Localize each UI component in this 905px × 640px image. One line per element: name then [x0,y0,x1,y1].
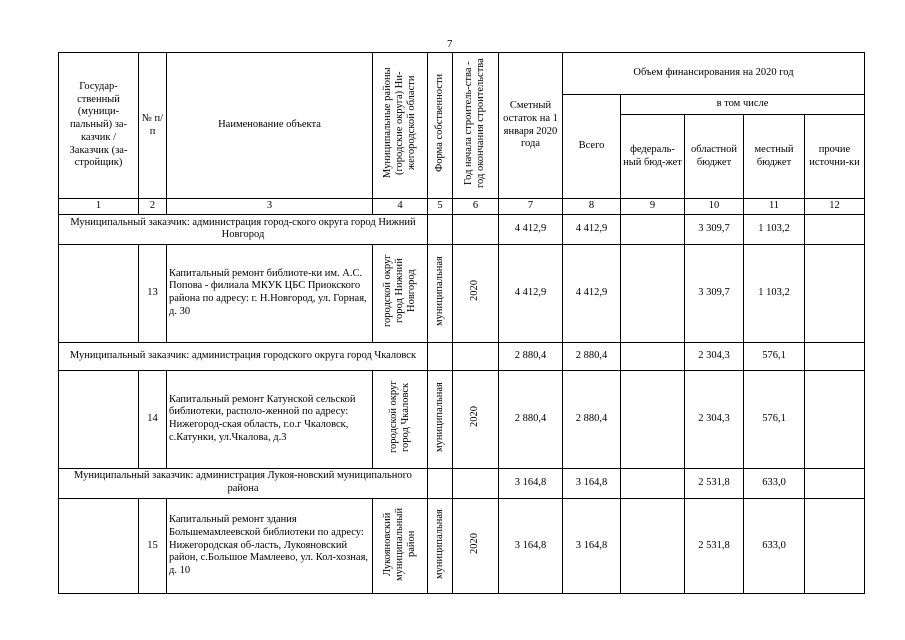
object-years-text: 2020 [469,280,481,302]
object-district-text: городской округ город Нижний Новгород [381,254,418,328]
empty-cell [428,342,453,370]
column-number: 8 [563,199,621,215]
header-district [373,53,428,199]
column-number: 2 [139,199,167,215]
header-regional: областной бюджет [685,115,744,199]
empty-cell [428,468,453,498]
object-no: 14 [139,370,167,468]
empty-cell [453,214,499,244]
object-ownership [428,370,453,468]
header-no: № п/п [139,53,167,199]
group-federal [621,342,685,370]
column-number: 1 [59,199,139,215]
group-total: 4 412,9 [563,214,621,244]
column-number: 3 [167,199,373,215]
object-row [59,370,865,468]
object-years [453,498,499,594]
object-total: 2 880,4 [563,370,621,468]
column-number: 5 [428,199,453,215]
header-including: в том числе [621,95,865,115]
group-estimated: 2 880,4 [499,342,563,370]
object-years-text: 2020 [469,533,481,555]
empty-cell [453,342,499,370]
object-years-text: 2020 [469,406,481,428]
object-local: 1 103,2 [744,244,805,342]
object-years [453,370,499,468]
object-ownership-text: муниципальная [433,381,445,452]
group-federal [621,214,685,244]
header-ownership [428,53,453,199]
object-federal [621,498,685,594]
object-total: 4 412,9 [563,244,621,342]
group-total-row [59,468,865,498]
group-local: 576,1 [744,342,805,370]
header-district-text: Муниципальные районы (городские округа) Ни-жегородской области [381,67,418,179]
object-row [59,244,865,342]
group-customer-title: Муниципальный заказчик: администрация городского округа город Чкаловск [59,342,428,370]
object-other [805,498,865,594]
object-regional: 2 531,8 [685,498,744,594]
object-estimated: 4 412,9 [499,244,563,342]
column-number: 4 [373,199,428,215]
object-name: Капитальный ремонт Катунской сельской библиотеки, располо-женной по адресу: Нижегород-ская область, г.о.г Чкаловск, с.Катунки, ул.Чкалова, д.3 [167,370,373,468]
object-no: 15 [139,498,167,594]
header-row-1 [59,53,865,95]
group-regional: 3 309,7 [685,214,744,244]
group-other [805,214,865,244]
column-number: 12 [805,199,865,215]
object-estimated: 2 880,4 [499,370,563,468]
header-local: местный бюджет [744,115,805,199]
object-regional: 2 304,3 [685,370,744,468]
object-ownership-text: муниципальная [433,508,445,579]
header-ownership-text: Форма собственности [433,74,445,173]
header-federal: федераль-ный бюд-жет [621,115,685,199]
empty-cell [59,498,139,594]
object-ownership-text: муниципальная [433,255,445,326]
group-estimated: 3 164,8 [499,468,563,498]
object-regional: 3 309,7 [685,244,744,342]
object-name: Капитальный ремонт библиоте-ки им. А.С. Попова - филиала МКУК ЦБС Приокского района по адресу: г. Н.Новгород, ул. Горная, д. 30 [167,244,373,342]
empty-cell [453,468,499,498]
object-ownership [428,244,453,342]
object-local: 576,1 [744,370,805,468]
header-years-text: Год начала строитель-ства - год окончания строительства [463,58,487,188]
column-numbers-row [59,199,865,215]
group-total: 3 164,8 [563,468,621,498]
group-total-row [59,342,865,370]
financing-table [58,52,865,594]
header-customer: Государ-ственный (муници-пальный) за-казчик / Заказчик (за-стройщик) [59,53,139,199]
group-regional: 2 531,8 [685,468,744,498]
group-total-row [59,214,865,244]
header-years [453,53,499,199]
header-estimated-balance: Сметный остаток на 1 января 2020 года [499,53,563,199]
empty-cell [59,244,139,342]
object-district-text: городской округ город Чкаловск [387,380,411,453]
object-other [805,370,865,468]
object-federal [621,244,685,342]
object-estimated: 3 164,8 [499,498,563,594]
column-number: 9 [621,199,685,215]
column-number: 7 [499,199,563,215]
group-total: 2 880,4 [563,342,621,370]
object-federal [621,370,685,468]
group-regional: 2 304,3 [685,342,744,370]
empty-cell [428,214,453,244]
object-total: 3 164,8 [563,498,621,594]
header-object-name: Наименование объекта [167,53,373,199]
group-estimated: 4 412,9 [499,214,563,244]
object-local: 633,0 [744,498,805,594]
column-number: 6 [453,199,499,215]
object-name: Капитальный ремонт здания Большемамлеевской библиотеки по адресу: Нижегородская об-ласть, Лукояновский район, с.Большое Мамлеево, ул. Кол-хозная, д. 10 [167,498,373,594]
object-district-text: Лукояновский муниципальный район [381,507,418,581]
group-local: 633,0 [744,468,805,498]
group-other [805,468,865,498]
object-no: 13 [139,244,167,342]
header-other: прочие источни-ки [805,115,865,199]
group-federal [621,468,685,498]
object-other [805,244,865,342]
header-total: Всего [563,95,621,199]
column-number: 10 [685,199,744,215]
group-customer-title: Муниципальный заказчик: администрация Лукоя-новский муниципального района [59,468,428,498]
object-district [373,498,428,594]
group-local: 1 103,2 [744,214,805,244]
group-customer-title: Муниципальный заказчик: администрация город-ского округа город Нижний Новгород [59,214,428,244]
column-number: 11 [744,199,805,215]
object-district [373,244,428,342]
object-ownership [428,498,453,594]
object-district [373,370,428,468]
header-funding-2020: Объем финансирования на 2020 год [563,53,865,95]
empty-cell [59,370,139,468]
page-number: 7 [447,38,453,50]
object-years [453,244,499,342]
group-other [805,342,865,370]
object-row [59,498,865,594]
